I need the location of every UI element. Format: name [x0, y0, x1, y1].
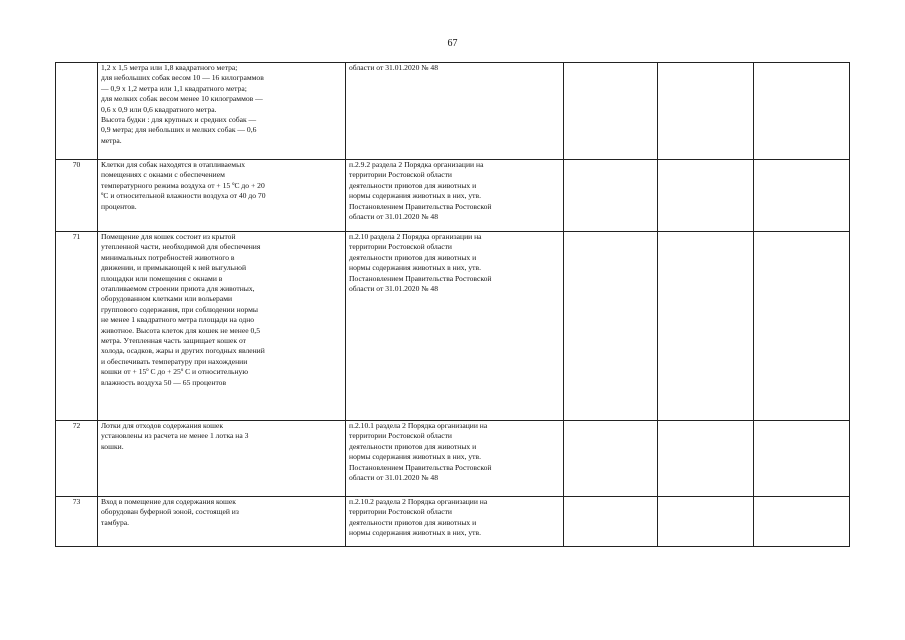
table-row [56, 421, 850, 497]
text-line: животное. Высота клеток для кошек не менее 0,5 [101, 325, 261, 335]
text-line: движении, и примыкающей к ней выгульной [101, 263, 247, 273]
text-line: установлены из расчета не менее 1 лотка на 3 [101, 431, 249, 441]
requirement-cell [98, 160, 346, 232]
empty-cell [564, 497, 658, 547]
row-number: 73 [56, 497, 98, 547]
text-line: метра. [101, 135, 122, 145]
text-line: Клетки для собак находятся в отапливаемых [101, 160, 245, 169]
table-row [56, 232, 850, 421]
text-line: области от 31.01.2020 № 48 [349, 284, 439, 294]
requirement-cell [98, 232, 346, 421]
text-line: — 0,9 x 1,2 метра или 1,1 квадратного метра; [101, 83, 247, 93]
row-number [56, 63, 98, 160]
text-line: п.2.10.1 раздела 2 Порядка организации на [349, 421, 488, 430]
text-line: не менее 1 квадратного метра площади на одно [101, 315, 255, 325]
empty-cell [564, 421, 658, 497]
text-line: деятельности приютов для животных и [349, 180, 477, 190]
requirement-cell [98, 497, 346, 547]
text-line: метра. Утепленная часть защищает кошек от [101, 336, 246, 346]
text-line: температурного режима воздуха от + 15 ºС до + 20 [101, 180, 265, 190]
text-line: ºС и относительной влажности воздуха от 40 до 70 [101, 191, 266, 201]
empty-cell [754, 421, 850, 497]
regulation-table [55, 62, 850, 547]
empty-cell [754, 160, 850, 232]
text-line: нормы содержания животных в них, утв. [349, 528, 481, 538]
empty-cell [658, 421, 754, 497]
empty-cell [658, 232, 754, 421]
text-line: области от 31.01.2020 № 48 [349, 63, 439, 72]
text-line: 1,2 x 1,5 метра или 1,8 квадратного метра; [101, 63, 238, 72]
empty-cell [658, 63, 754, 160]
empty-cell [658, 497, 754, 547]
table-row [56, 497, 850, 547]
text-line: Высота будки : для крупных и средних собак — [101, 115, 257, 125]
text-line: площадки или помещения с окнами в [101, 273, 223, 283]
text-line: холода, осадков, жары и других погодных явлений [101, 346, 265, 356]
requirement-cell [98, 421, 346, 497]
row-number: 72 [56, 421, 98, 497]
text-line: нормы содержания животных в них, утв. [349, 263, 481, 273]
empty-cell [754, 63, 850, 160]
text-line: утепленной части, необходимой для обеспечения [101, 242, 261, 252]
empty-cell [564, 232, 658, 421]
text-line: территории Ростовской области [349, 170, 452, 180]
reference-cell [346, 63, 564, 160]
page-number: 67 [447, 38, 458, 49]
text-line: нормы содержания животных в них, утв. [349, 191, 481, 201]
text-line: оборудован буферной зоной, состоящей из [101, 507, 239, 517]
text-line: Постановлением Правительства Ростовской [349, 201, 492, 211]
text-line: п.2.10.2 раздела 2 Порядка организации на [349, 497, 488, 506]
empty-cell [754, 497, 850, 547]
text-line: и обеспечивать температуру при нахождении [101, 356, 248, 366]
reference-cell [346, 232, 564, 421]
text-line: области от 31.01.2020 № 48 [349, 212, 439, 222]
text-line: Вход в помещение для содержания кошек [101, 497, 236, 506]
row-number: 70 [56, 160, 98, 232]
text-line: помещениях с окнами с обеспечением [101, 170, 225, 180]
text-line: для небольших собак весом 10 — 16 килограммов [101, 73, 264, 83]
text-line: деятельности приютов для животных и [349, 517, 477, 527]
text-line: Постановлением Правительства Ростовской [349, 462, 492, 472]
text-line: п.2.10 раздела 2 Порядка организации на [349, 232, 482, 241]
text-line: 0,9 метра; для небольших и мелких собак — 0,6 [101, 125, 257, 135]
text-line: нормы содержания животных в них, утв. [349, 452, 481, 462]
empty-cell [564, 160, 658, 232]
empty-cell [564, 63, 658, 160]
text-line: деятельности приютов для животных и [349, 252, 477, 262]
reference-cell [346, 160, 564, 232]
text-line: влажность воздуха 50 — 65 процентов [101, 377, 227, 387]
text-line: кошки от + 15º С до + 25º С и относительную [101, 367, 248, 377]
text-line: процентов. [101, 201, 137, 211]
table-row [56, 160, 850, 232]
reference-cell [346, 497, 564, 547]
text-line: области от 31.01.2020 № 48 [349, 473, 439, 483]
text-line: п.2.9.2 раздела 2 Порядка организации на [349, 160, 484, 169]
reference-cell [346, 421, 564, 497]
text-line: территории Ростовской области [349, 242, 452, 252]
text-line: Помещение для кошек состоит из крытой [101, 232, 236, 241]
text-line: Постановлением Правительства Ростовской [349, 273, 492, 283]
text-line: 0,6 x 0,9 или 0,6 квадратного метра. [101, 104, 217, 114]
requirement-cell [98, 63, 346, 160]
text-line: территории Ростовской области [349, 507, 452, 517]
text-line: кошки. [101, 441, 124, 451]
text-line: группового содержания, при соблюдении нормы [101, 304, 259, 314]
text-line: отапливаемом строении приюта для животных, [101, 284, 255, 294]
row-number: 71 [56, 232, 98, 421]
text-line: минимальных потребностей животного в [101, 252, 235, 262]
table-row [56, 63, 850, 160]
empty-cell [754, 232, 850, 421]
text-line: деятельности приютов для животных и [349, 441, 477, 451]
text-line: Лотки для отходов содержания кошек [101, 421, 224, 430]
text-line: территории Ростовской области [349, 431, 452, 441]
text-line: тамбура. [101, 517, 130, 527]
text-line: оборудованном клетками или вольерами [101, 294, 233, 304]
text-line: для мелких собак весом менее 10 килограммов — [101, 94, 263, 104]
empty-cell [658, 160, 754, 232]
